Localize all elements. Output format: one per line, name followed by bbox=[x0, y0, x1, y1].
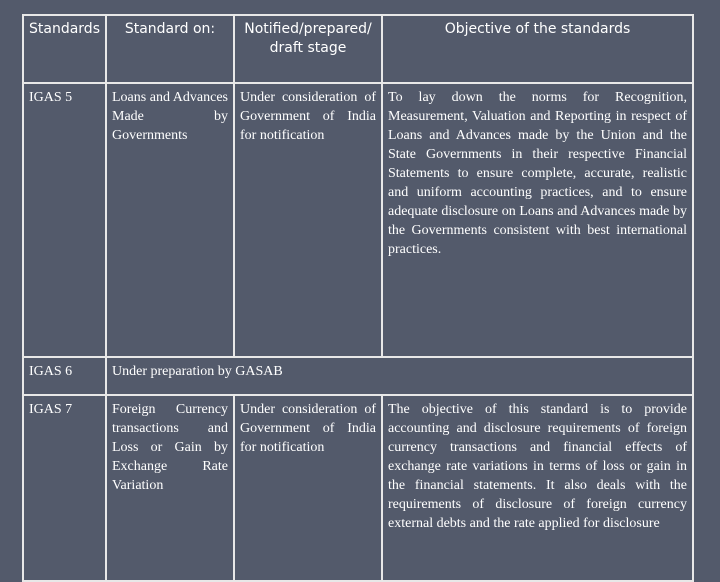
standard-subject: Foreign Currency transactions and Loss or Gain by Exchange Rate Variation bbox=[106, 395, 234, 581]
header-stage-text: Notified/prepared/draft stage bbox=[244, 21, 372, 56]
standard-id: IGAS 5 bbox=[23, 83, 106, 357]
standards-table bbox=[22, 14, 694, 582]
standard-id: IGAS 6 bbox=[23, 357, 106, 395]
table-row bbox=[23, 395, 693, 581]
standard-objective: To lay down the norms for Recognition, Measurement, Valuation and Reporting in respect of Loans and Advances made by the Union and the State Governments in their respective Financial Statements to ensure complete, accurate, realistic and uniform accounting practices, and to ensure adequate disclosure on Loans and Advances made by the Governments consistent with best international practices. bbox=[382, 83, 693, 357]
header-row bbox=[23, 15, 693, 83]
standard-stage: Under consideration of Government of India for notification bbox=[234, 83, 382, 357]
header-standards bbox=[23, 15, 106, 83]
standard-subject: Loans and Advances Made by Governments bbox=[106, 83, 234, 357]
standard-id: IGAS 7 bbox=[23, 395, 106, 581]
standard-note: Under preparation by GASAB bbox=[106, 357, 693, 395]
header-stage bbox=[234, 15, 382, 83]
header-standards-text: Standards bbox=[29, 21, 100, 37]
standard-stage: Under consideration of Government of India for notification bbox=[234, 395, 382, 581]
header-standard-on: Standard on: bbox=[106, 15, 234, 83]
standard-objective: The objective of this standard is to provide accounting and disclosure requirements of foreign currency transactions and financial effects of exchange rate variations in terms of loss or gain in the financial statements. It also deals with the requirements of disclosure of foreign currency external debts and the rate applied for disclosure bbox=[382, 395, 693, 581]
table-row bbox=[23, 83, 693, 357]
header-objective: Objective of the standards bbox=[382, 15, 693, 83]
table-row bbox=[23, 357, 693, 395]
